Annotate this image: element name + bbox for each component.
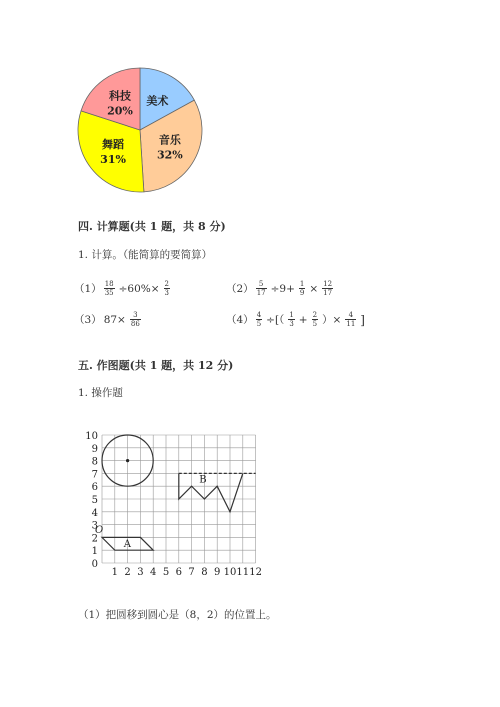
x-tick-label: 4 [150, 567, 157, 578]
circle-center-dot [126, 459, 129, 462]
section5-title: 五. 作图题(共 1 题，共 12 分) [78, 359, 234, 372]
fraction: $\frac{1}{3}$ [289, 311, 294, 328]
operator: ）× [322, 314, 342, 326]
fraction: $\frac{18}{35}$ [104, 280, 114, 297]
problem-4 [226, 311, 367, 328]
x-tick-label: 8 [201, 567, 208, 578]
y-tick-label: 3 [91, 520, 98, 532]
x-tick-label: 10 [223, 567, 237, 578]
section5-subquestion-1: （1）把圆移到圆心是（8，2）的位置上。 [78, 609, 277, 621]
section4-question1-title: 1. 计算。（能简算的要简算） [78, 249, 213, 261]
x-tick-label: 11 [236, 567, 250, 578]
operator: ÷9+ [270, 282, 295, 295]
shape-a-label: A [123, 539, 131, 550]
pie-slice-percent: 20% [107, 104, 133, 118]
operator: ] [360, 312, 365, 327]
problem-2-index: （2） [226, 283, 254, 295]
y-tick-label: 4 [91, 507, 98, 519]
operator: ÷60%× [118, 282, 160, 295]
problem-2 [226, 280, 335, 297]
x-tick-label: 9 [214, 567, 221, 578]
pie-slice-label: 美术 [146, 94, 169, 108]
x-tick-label: 6 [175, 567, 182, 578]
fraction: $\frac{1}{9}$ [299, 280, 305, 297]
problem-3-index: （3） [74, 314, 102, 326]
operator: 87× [103, 313, 126, 326]
origin-label: O [94, 524, 104, 536]
operator: + [298, 313, 308, 326]
fraction: $\frac{4}{11}$ [346, 311, 356, 328]
y-tick-label: 5 [91, 495, 98, 506]
fraction: $\frac{2}{3}$ [164, 280, 170, 297]
shape-b [179, 473, 243, 511]
y-tick-label: 7 [91, 469, 98, 481]
x-tick-label: 1 [111, 567, 118, 578]
problem-4-index: （4） [226, 314, 254, 326]
fraction: $\frac{4}{5}$ [256, 311, 262, 328]
y-tick-label: 9 [91, 443, 98, 455]
y-tick-label: 0 [91, 559, 98, 570]
operator: × [309, 282, 319, 295]
pie-slice-label: 舞蹈 [102, 137, 125, 151]
y-tick-label: 2 [91, 533, 98, 545]
x-tick-label: 3 [137, 567, 144, 578]
pie-slice-percent: 32% [156, 148, 183, 162]
problem-1-index: （1） [74, 283, 102, 295]
pie-slice-label: 科技 [108, 89, 131, 103]
fraction: $\frac{12}{17}$ [323, 280, 333, 297]
x-tick-label: 2 [124, 567, 131, 578]
coordinate-grid [78, 415, 278, 585]
problem-1 [74, 280, 172, 297]
pie-slice-label: 音乐 [158, 133, 181, 147]
operator: ÷[（ [266, 314, 285, 326]
fraction: $\frac{5}{17}$ [256, 280, 266, 297]
problem-3 [74, 311, 143, 328]
pie-slice-percent: 31% [100, 152, 126, 166]
fraction: $\frac{2}{5}$ [312, 311, 318, 328]
fraction: $\frac{3}{86}$ [130, 311, 140, 328]
section4-title: 四. 计算题(共 1 题，共 8 分) [78, 220, 226, 233]
shape-b-label: B [199, 474, 207, 486]
x-tick-label: 5 [162, 567, 170, 578]
y-tick-label: 8 [91, 456, 98, 468]
x-tick-label: 7 [188, 567, 195, 578]
pie-chart [70, 60, 210, 200]
y-tick-label: 10 [85, 431, 98, 442]
x-tick-label: 12 [249, 567, 262, 578]
section5-question1-title: 1. 操作题 [78, 387, 123, 399]
y-tick-label: 1 [91, 546, 98, 558]
y-tick-label: 6 [91, 482, 98, 494]
